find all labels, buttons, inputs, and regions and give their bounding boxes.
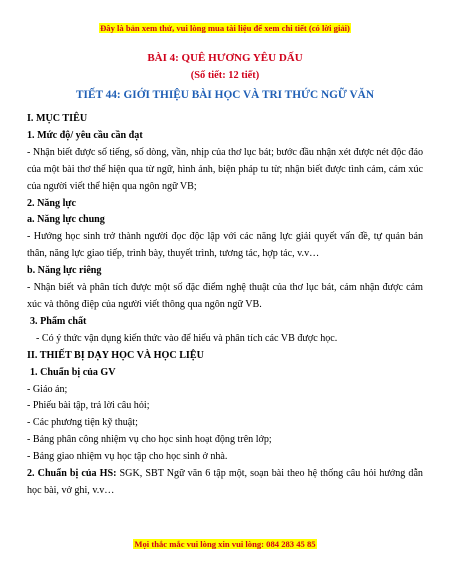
- section-heading-equipment: II. THIẾT BỊ DẠY HỌC VÀ HỌC LIỆU: [27, 349, 204, 361]
- contact-notice-banner: Mọi thắc mắc vui lòng xin vui lòng: 084 283 45 85: [134, 539, 316, 549]
- document-body: [27, 111, 423, 500]
- list-item: - Bảng giao nhiệm vụ học tập cho học sinh ở nhà.: [27, 451, 228, 463]
- list-item: - Các phương tiện kỹ thuật;: [27, 417, 138, 429]
- section-heading-objectives: I. MỤC TIÊU: [27, 113, 88, 124]
- general-competency-paragraph: - Hướng học sinh trở thành người đọc độc lập với các năng lực giải quyết vấn đề, tự quản bản thân, năng lực giao tiếp, trình bày, thuyết trình, tương tác, hợp tác, v.v…: [27, 231, 423, 260]
- qualities-paragraph: - Có ý thức vận dụng kiến thức vào để hiểu và phân tích các VB được học.: [36, 332, 338, 344]
- subheading-competencies: 2. Năng lực: [27, 197, 76, 209]
- student-prep-text: SGK, SBT Ngữ văn 6 tập một, soạn bài theo hệ thống câu hỏi hướng dẫn học bài, vở ghi, v.v…: [27, 468, 423, 496]
- requirements-paragraph: - Nhận biết được số tiếng, số dòng, vần, nhịp của thơ lục bát; bước đầu nhận xét được nét độc đáo của một bài thơ thể hiện qua từ ngữ, hình ảnh, biện pháp tu từ; nhận biết được tình cảm, cảm xúc của người viết thể hiện qua ngôn ngữ VB;: [27, 146, 423, 192]
- list-item: - Giáo án;: [27, 383, 68, 395]
- subheading-specific-competency: b. Năng lực riêng: [27, 265, 102, 277]
- lesson-title: BÀI 4: QUÊ HƯƠNG YÊU DẤU: [147, 52, 303, 64]
- session-title: TIẾT 44: GIỚI THIỆU BÀI HỌC VÀ TRI THỨC NGỮ VĂN: [76, 89, 374, 101]
- subheading-student-prep: 2. Chuẩn bị của HS:: [27, 468, 117, 480]
- subheading-qualities: 3. Phẩm chất: [30, 315, 87, 327]
- lesson-periods: (Số tiết: 12 tiết): [190, 70, 260, 81]
- subheading-requirements: 1. Mức độ/ yêu cầu cần đạt: [27, 129, 143, 141]
- subheading-general-competency: a. Năng lực chung: [27, 214, 105, 226]
- list-item: - Phiếu bài tập, trả lời câu hỏi;: [27, 400, 150, 412]
- student-prep-paragraph: [27, 466, 423, 500]
- preview-notice-banner: Đây là bản xem thử, vui lòng mua tài liệu để xem chi tiết (có lời giải): [100, 23, 350, 33]
- list-item: - Bảng phân công nhiệm vụ cho học sinh hoạt động trên lớp;: [27, 434, 272, 446]
- specific-competency-paragraph: - Nhận biết và phân tích được một số đặc điểm nghệ thuật của thơ lục bát, cảm nhận được cảm xúc và thông điệp của người viết thông qua ngôn ngữ VB.: [27, 282, 423, 310]
- subheading-teacher-prep: 1. Chuẩn bị của GV: [30, 366, 116, 378]
